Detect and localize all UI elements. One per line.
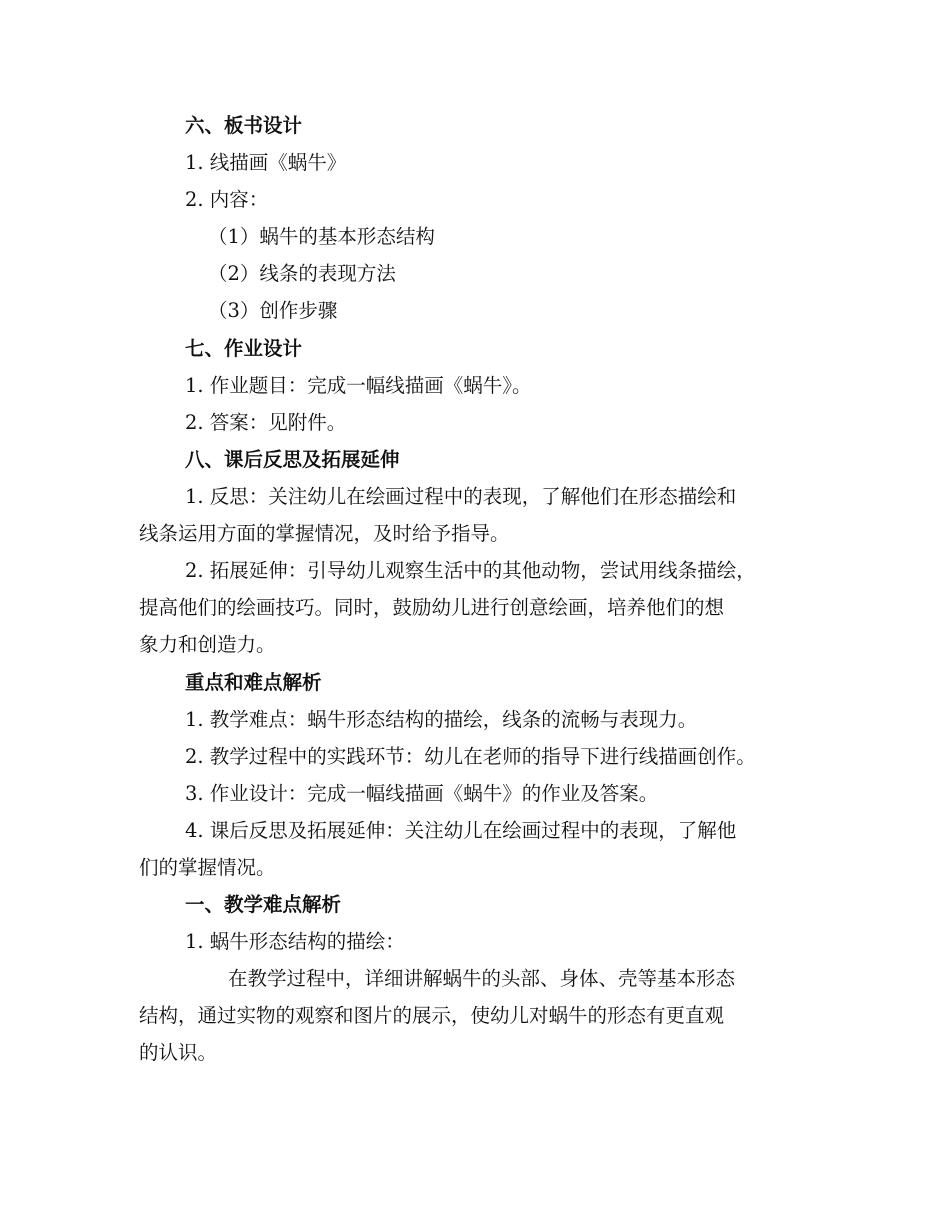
list-item: 1. 线描画《蜗牛》 [185,151,347,174]
list-item: 2. 答案：见附件。 [185,411,347,434]
section-heading-key-points: 重点和难点解析 [185,671,322,694]
section-heading-reflection: 八、课后反思及拓展延伸 [185,448,400,471]
section-heading-board-design: 六、板书设计 [185,114,303,137]
list-item: 们的掌握情况。 [139,856,276,879]
list-item: 4. 课后反思及拓展延伸：关注幼儿在绘画过程中的表现，了解他 [185,819,737,842]
list-item: 1. 蜗牛形态结构的描绘： [185,930,405,953]
list-item: 2. 内容： [185,188,269,211]
paragraph-line: 在教学过程中，详细讲解蜗牛的头部、身体、壳等基本形态 [228,967,736,990]
paragraph-line: 结构，通过实物的观察和图片的展示，使幼儿对蜗牛的形态有更直观 [139,1004,725,1027]
paragraph-line: 象力和创造力。 [139,633,276,656]
list-subitem: （3）创作步骤 [208,299,338,322]
list-subitem: （1）蜗牛的基本形态结构 [208,225,435,248]
list-item: 2. 教学过程中的实践环节：幼儿在老师的指导下进行线描画创作。 [185,745,756,768]
section-heading-homework: 七、作业设计 [185,337,303,360]
paragraph-line: 提高他们的绘画技巧。同时，鼓励幼儿进行创意绘画，培养他们的想 [139,596,725,619]
paragraph-line: 的认识。 [139,1041,218,1064]
list-subitem: （2）线条的表现方法 [208,262,396,285]
list-item: 1. 教学难点：蜗牛形态结构的描绘，线条的流畅与表现力。 [185,708,698,731]
list-item: 1. 作业题目：完成一幅线描画《蜗牛》。 [185,374,532,397]
paragraph-line: 2. 拓展延伸：引导幼儿观察生活中的其他动物，尝试用线条描绘， [185,559,756,582]
section-heading-difficulty-analysis: 一、教学难点解析 [185,893,342,916]
paragraph-line: 1. 反思：关注幼儿在绘画过程中的表现，了解他们在形态描绘和 [185,485,737,508]
list-item: 3. 作业设计：完成一幅线描画《蜗牛》的作业及答案。 [185,782,659,805]
paragraph-line: 线条运用方面的掌握情况，及时给予指导。 [139,522,510,545]
